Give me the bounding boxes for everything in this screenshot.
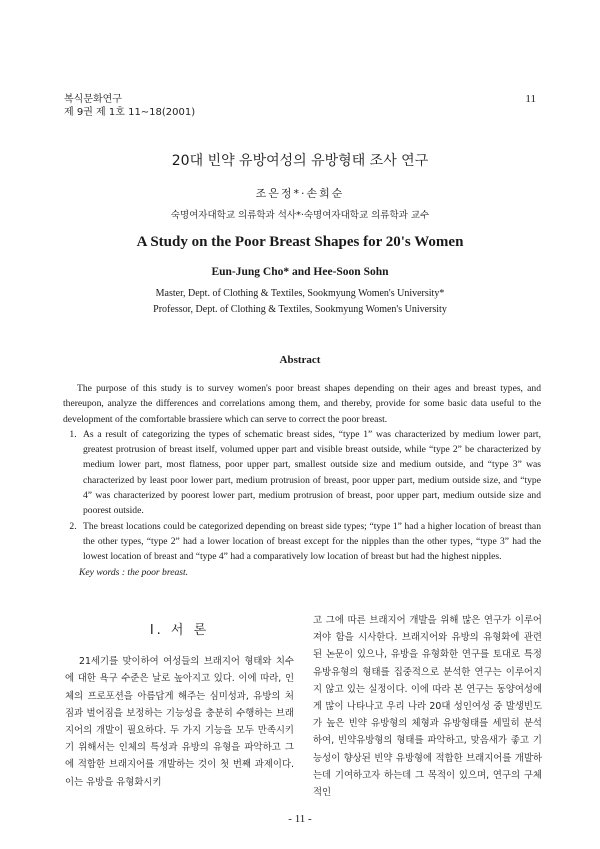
section-heading-introduction: Ⅰ. 서 론 bbox=[149, 623, 210, 638]
journal-header bbox=[64, 93, 195, 119]
korean-authors: 조은정*·손희순 bbox=[255, 187, 345, 200]
abstract-intro: The purpose of this study is to survey women's poor breast shapes depending on their ages and breast types, and thereupon, analyze the differences and correlations among them, and thereby, provide for some basic data useful to the development of the comfortable brassiere which can serve to correct the poor breast. bbox=[63, 383, 541, 425]
abstract-finding-2: 2. The breast locations could be categorized depending on breast side types; “type 1” had a higher location of breast than the other types, “type 2” had a lower location of breast except for the nipples than the other types, “type 3” had the lowest location of breast and “type 4” had a comparatively low location of breast but had the highest nipples. bbox=[79, 519, 541, 565]
affiliation-master: Master, Dept. of Clothing & Textiles, Sookmyung Women's University* bbox=[155, 288, 445, 299]
intro-paragraph-right: 고 그에 따른 브래지어 개발을 위해 많은 연구가 이루어져야 함을 시사한다. 브래지어와 유방의 유형화에 관련된 논문이 있으나, 유방을 유형화한 연구를 토대로 특정유방유형의 형태를 집중적으로 분석한 연구는 이루어지지 않고 있는 실정이다. 이에 따라 본 연구는 동양여성에게 많이 나타나고 우리 나라 20대 성인여성 중 발생빈도가 높은 빈약 유방형의 체형과 유방형태를 세밀히 분석하여, 빈약유방형의 형태를 파악하고, 맞음새가 좋고 기능성이 향상된 빈약 유방형에 적합한 브래지어를 개발하는데 기여하고자 하는데 그 목적이 있으며, 연구의 구체적인 bbox=[313, 615, 542, 799]
abstract-body bbox=[63, 381, 541, 580]
korean-affiliation: 숙명여자대학교 의류학과 석사*·숙명여자대학교 의류학과 교수 bbox=[170, 210, 430, 221]
korean-title: 20대 빈약 유방여성의 유방형태 조사 연구 bbox=[171, 153, 429, 169]
english-authors: Eun-Jung Cho* and Hee-Soon Sohn bbox=[211, 266, 389, 278]
right-column bbox=[313, 612, 542, 801]
english-title: A Study on the Poor Breast Shapes for 20's Women bbox=[136, 234, 464, 250]
affiliation-professor: Professor, Dept. of Clothing & Textiles, Sookmyung Women's University bbox=[153, 304, 447, 315]
keywords: Key words : the poor breast. bbox=[79, 566, 189, 578]
journal-issue: 제 9권 제 1호 11∼18(2001) bbox=[64, 107, 196, 118]
left-column bbox=[65, 612, 294, 791]
page-number-top: 11 bbox=[525, 93, 536, 105]
abstract-finding-1: 1. As a result of categorizing the types of schematic breast sides, “type 1” was characterized by medium lower part, greatest protrusion of breast itself, volumed upper part and visible breast outside, while “type 2” be characterized by medium lower part, most flatness, poor upper part, smallest outside size and medium outside, and “type 3” was characterized by least poor lower part, medium protrusion of breast, poor upper part, medium outside size, and “type 4” was characterized by poorest lower part, medium protrusion of breast, poor upper part, medium outside size and poorest outside. bbox=[79, 427, 541, 519]
page-number-bottom: - 11 - bbox=[288, 813, 312, 825]
abstract-findings-list bbox=[63, 427, 541, 565]
intro-paragraph-left: 21세기를 맞이하여 여성들의 브래지어 형태와 치수에 대한 욕구 수준은 날로 높아지고 있다. 이에 따라, 인체의 프로포션을 아름답게 해주는 심미성과, 유방의 처짐과 벌어짐을 보정하는 기능성을 충분히 수행하는 브래지어의 개발이 필요하다. 두 가지 기능을 모두 만족시키기 위해서는 인체의 특성과 유방의 유형을 파악하고 그에 적합한 브래지어를 개발하는 것이 첫 번째 과제이다. 이는 유방을 유형화시키 bbox=[65, 656, 294, 788]
english-affiliations bbox=[0, 286, 600, 318]
abstract-heading: Abstract bbox=[279, 354, 321, 366]
journal-name: 복식문화연구 bbox=[64, 94, 122, 105]
